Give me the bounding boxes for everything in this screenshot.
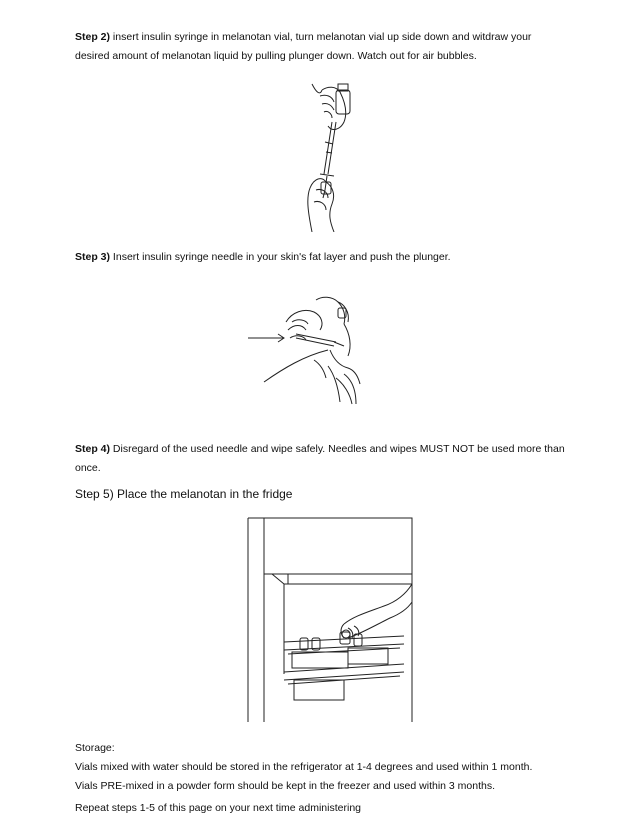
syringe-vial-illustration [292, 82, 360, 232]
step3-text [75, 248, 595, 267]
step2-line1 [75, 28, 595, 47]
step3-body: Insert insulin syringe needle in your skin's fat layer and push the plunger. [110, 251, 451, 263]
step4-text [75, 440, 595, 478]
step2-label: Step 2) [75, 31, 111, 43]
step3-label: Step 3) [75, 251, 111, 263]
step2-text [75, 28, 595, 66]
step4-label: Step 4) [75, 443, 111, 455]
step5-heading: Step 5) Place the melanotan in the fridge [75, 487, 293, 501]
storage-line2: Vials PRE-mixed in a powder form should be kept in the freezer and used within 3 months. [75, 780, 496, 792]
step2-line2: desired amount of melanotan liquid by pulling plunger down. Watch out for air bubbles. [75, 50, 477, 62]
injection-illustration [244, 294, 362, 406]
step4-line1 [75, 440, 595, 459]
storage-heading: Storage: [75, 742, 115, 754]
step2-line1-text: insert insulin syringe in melanotan vial, turn melanotan vial up side down and witdraw your [110, 31, 532, 43]
fridge-illustration [244, 514, 416, 726]
repeat-note: Repeat steps 1-5 of this page on your next time administering [75, 802, 361, 814]
step4-line2: once. [75, 462, 101, 474]
storage-line1: Vials mixed with water should be stored in the refrigerator at 1-4 degrees and used within 1 month. [75, 761, 533, 773]
storage-section [75, 739, 615, 796]
step4-line1-text: Disregard of the used needle and wipe safely. Needles and wipes MUST NOT be used more than [110, 443, 565, 455]
